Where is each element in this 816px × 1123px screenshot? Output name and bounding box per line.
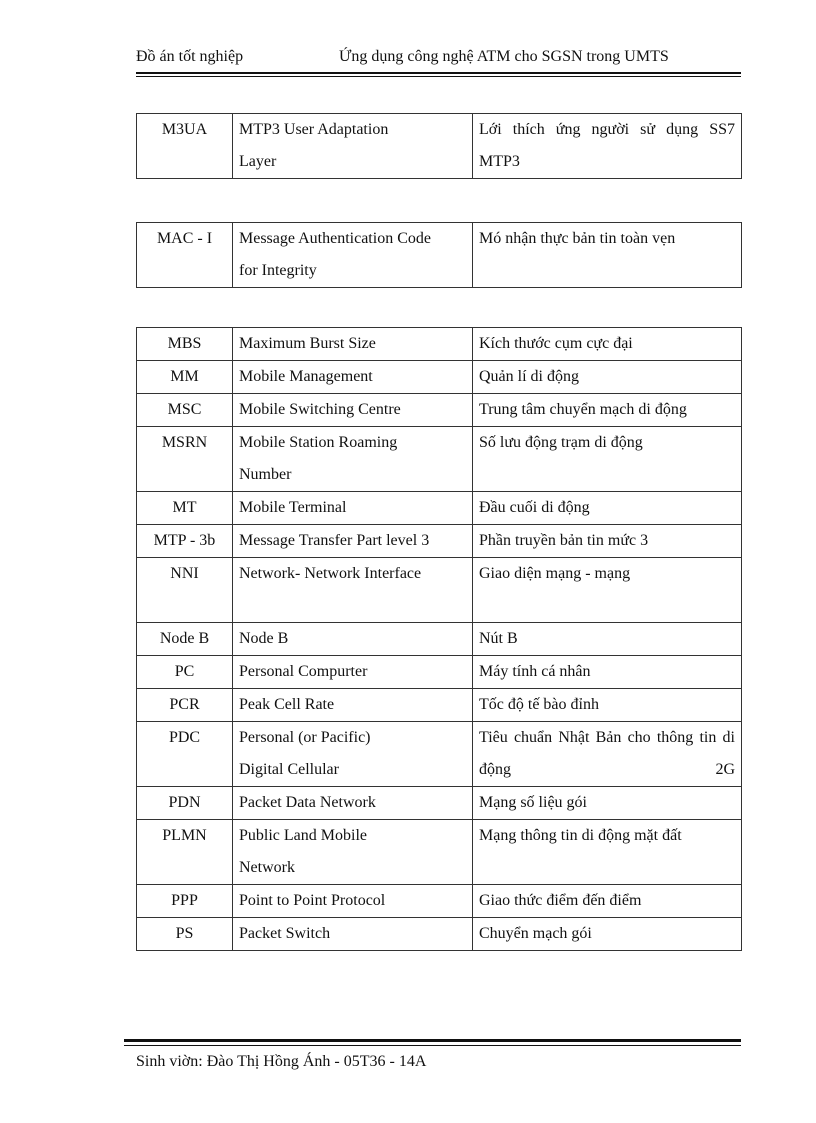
table-row	[137, 885, 742, 918]
abbr-cell: PCR	[137, 689, 233, 722]
vietnamese-term-cell: Giao thức điểm đến điểm	[473, 885, 742, 918]
vietnamese-term-cell: Mạng số liệu gói	[473, 787, 742, 820]
english-term-text: Message Authentication Code for Integrity	[239, 230, 431, 279]
vietnamese-term-cell	[473, 722, 742, 787]
vietnamese-term-cell: Kích thước cụm cực đại	[473, 328, 742, 361]
abbr-cell: PC	[137, 656, 233, 689]
abbreviation-table-1	[136, 113, 742, 179]
vietnamese-term-cell: Chuyển mạch gói	[473, 918, 742, 951]
table-row	[137, 114, 742, 179]
english-term-cell	[233, 820, 473, 885]
english-term-cell: Personal Compurter	[233, 656, 473, 689]
abbr-cell: PS	[137, 918, 233, 951]
vietnamese-term-cell: Số lưu động trạm di động	[473, 427, 742, 492]
table-row	[137, 656, 742, 689]
table-row	[137, 328, 742, 361]
abbr-cell: MSRN	[137, 427, 233, 492]
english-term-text: Public Land Mobile Network	[239, 827, 367, 876]
table-row	[137, 361, 742, 394]
vietnamese-term-cell: Đầu cuối di động	[473, 492, 742, 525]
footer-rule	[124, 1039, 741, 1042]
vietnamese-term-cell: Mó nhận thực bản tin toàn vẹn	[473, 223, 742, 288]
abbr-cell: MSC	[137, 394, 233, 427]
abbreviation-table-3	[136, 327, 742, 951]
english-term-cell	[233, 525, 473, 558]
abbr-cell: NNI	[137, 558, 233, 623]
table-row	[137, 623, 742, 656]
vietnamese-term-cell: Phần truyền bản tin mức 3	[473, 525, 742, 558]
english-term-cell	[233, 223, 473, 288]
english-term-cell: Maximum Burst Size	[233, 328, 473, 361]
abbr-cell: MAC - I	[137, 223, 233, 288]
table-row	[137, 525, 742, 558]
vietnamese-term-cell: Tốc độ tế bào đỉnh	[473, 689, 742, 722]
abbreviation-table-2	[136, 222, 742, 288]
table-row	[137, 223, 742, 288]
abbr-cell: PPP	[137, 885, 233, 918]
abbr-cell: MTP - 3b	[137, 525, 233, 558]
english-term-cell: Peak Cell Rate	[233, 689, 473, 722]
english-term-cell	[233, 427, 473, 492]
table-row	[137, 492, 742, 525]
vietnamese-term-cell: Máy tính cá nhân	[473, 656, 742, 689]
english-term-cell: Packet Switch	[233, 918, 473, 951]
table-row	[137, 722, 742, 787]
english-term-cell: Network- Network Interface	[233, 558, 473, 623]
abbr-cell: MM	[137, 361, 233, 394]
table-row	[137, 558, 742, 623]
english-term-cell: Mobile Terminal	[233, 492, 473, 525]
vietnamese-term-cell: Quản lí di động	[473, 361, 742, 394]
english-term-text: Personal (or Pacific) Digital Cellular	[239, 729, 371, 778]
vietnamese-term-cell: Giao diện mạng - mạng	[473, 558, 742, 623]
english-term-cell: Packet Data Network	[233, 787, 473, 820]
abbr-cell: M3UA	[137, 114, 233, 179]
header-rule	[136, 72, 741, 74]
abbr-cell: PDC	[137, 722, 233, 787]
vietnamese-term-cell: Mạng thông tin di động mặt đất	[473, 820, 742, 885]
vietnamese-term-cell: Trung tâm chuyển mạch di động	[473, 394, 742, 427]
header-left-title: Đồ án tốt nghiệp	[136, 48, 244, 65]
table-row	[137, 394, 742, 427]
table-row	[137, 787, 742, 820]
english-term-text: MTP3 User Adaptation Layer	[239, 121, 389, 170]
english-term-cell	[233, 722, 473, 787]
header-right-title: Ứng dụng công nghệ ATM cho SGSN trong UMTS	[339, 48, 669, 65]
abbr-cell: Node B	[137, 623, 233, 656]
vietnamese-term-cell: Nút B	[473, 623, 742, 656]
english-term-cell: Point to Point Protocol	[233, 885, 473, 918]
abbr-cell: MBS	[137, 328, 233, 361]
table-row	[137, 427, 742, 492]
english-term-text: Mobile Station Roaming Number	[239, 434, 398, 483]
english-term-cell: Mobile Switching Centre	[233, 394, 473, 427]
english-term-text: Message Transfer Part level 3	[239, 532, 430, 549]
abbr-cell: PDN	[137, 787, 233, 820]
table-row	[137, 689, 742, 722]
english-term-cell: Node B	[233, 623, 473, 656]
page-header	[136, 48, 741, 70]
header-rule-thin	[136, 76, 741, 77]
english-term-cell: Mobile Management	[233, 361, 473, 394]
abbr-cell: MT	[137, 492, 233, 525]
abbr-cell: PLMN	[137, 820, 233, 885]
vietnamese-term-text: Tiêu chuẩn Nhật Bản cho thông tin di động 2G	[479, 729, 735, 778]
page-footer: Sinh viờn: Đào Thị Hồng Ánh - 05T36 - 14A	[136, 1053, 427, 1070]
table-row	[137, 918, 742, 951]
english-term-cell	[233, 114, 473, 179]
footer-rule-thin	[124, 1045, 741, 1046]
table-row	[137, 820, 742, 885]
vietnamese-term-cell: Lới thích ứng người sử dụng SS7 MTP3	[473, 114, 742, 179]
